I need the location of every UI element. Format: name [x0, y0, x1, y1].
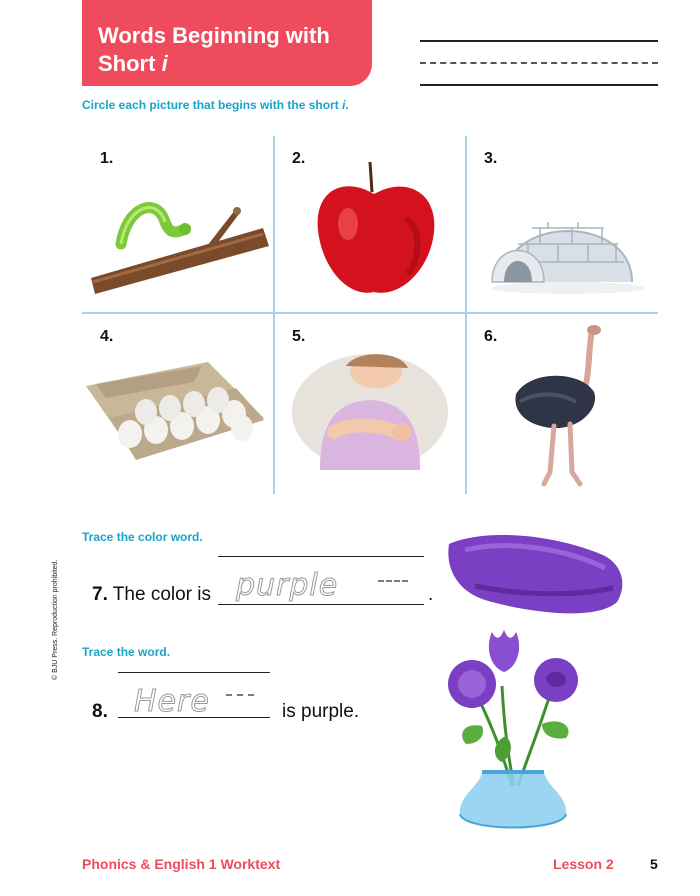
flower-vase-icon	[442, 626, 588, 836]
picture-grid	[82, 136, 658, 494]
name-writing-lines[interactable]	[420, 40, 658, 86]
picture-number: 4.	[100, 328, 114, 345]
picture-cell-1[interactable]	[82, 136, 274, 314]
inchworm-icon	[87, 186, 272, 296]
trace-word-instruction: Trace the word.	[82, 645, 171, 659]
picture-number: 1.	[100, 150, 114, 167]
picture-number: 2.	[292, 150, 306, 167]
trace7-base-line	[218, 604, 424, 605]
picture-number: 5.	[292, 328, 306, 345]
item8-number	[92, 701, 108, 723]
itch-icon	[290, 352, 450, 472]
trace8-base-line	[118, 717, 270, 718]
ostrich-icon	[510, 322, 620, 490]
footer-book-title: Phonics & English 1 Worktext	[82, 856, 281, 872]
title-short: Short	[98, 51, 156, 76]
copyright-note: © BJU Press. Reproduction prohibited.	[52, 559, 59, 680]
footer-lesson: Lesson 2	[553, 856, 614, 872]
igloo-icon	[488, 170, 648, 295]
trace7-top-line	[218, 556, 424, 557]
trace-color-instruction: Trace the color word.	[82, 530, 203, 544]
item7-sentence	[92, 584, 211, 606]
picture-number: 3.	[484, 150, 498, 167]
page-number: 5	[650, 856, 658, 872]
name-line-mid	[420, 62, 658, 64]
page-title	[82, 0, 372, 86]
picture-cell-5[interactable]	[274, 314, 466, 492]
picture-cell-3[interactable]	[466, 136, 658, 314]
circle-instruction	[82, 98, 349, 112]
circle-instruction-text: Circle each picture that begins with the short	[82, 98, 339, 112]
item7-period: .	[428, 584, 434, 605]
circle-instruction-end: .	[345, 98, 349, 112]
eggs-icon	[86, 358, 271, 468]
item7-number: 7.	[92, 584, 108, 605]
title-line2	[98, 50, 372, 78]
picture-number: 6.	[484, 328, 498, 345]
apple-icon	[314, 158, 439, 298]
name-line-bottom	[420, 84, 658, 86]
item8-text: is purple.	[282, 701, 360, 722]
picture-cell-2[interactable]	[274, 136, 466, 314]
purple-paint-icon	[445, 526, 629, 622]
trace8-mid-dash	[226, 694, 254, 696]
item8-number-text: 8.	[92, 701, 108, 722]
item7-text: The color is	[112, 584, 211, 605]
trace-word-here[interactable]: Here	[134, 684, 210, 719]
picture-cell-4[interactable]	[82, 314, 274, 492]
trace8-top-line	[118, 672, 270, 673]
picture-cell-6[interactable]	[466, 314, 658, 492]
circle-instruction-letter: i	[342, 98, 346, 112]
name-line-top	[420, 40, 658, 42]
trace7-mid-dash	[378, 580, 408, 582]
trace-word-purple[interactable]: purple	[236, 568, 339, 603]
title-line1: Words Beginning with	[98, 23, 330, 48]
title-letter: i	[161, 51, 168, 76]
